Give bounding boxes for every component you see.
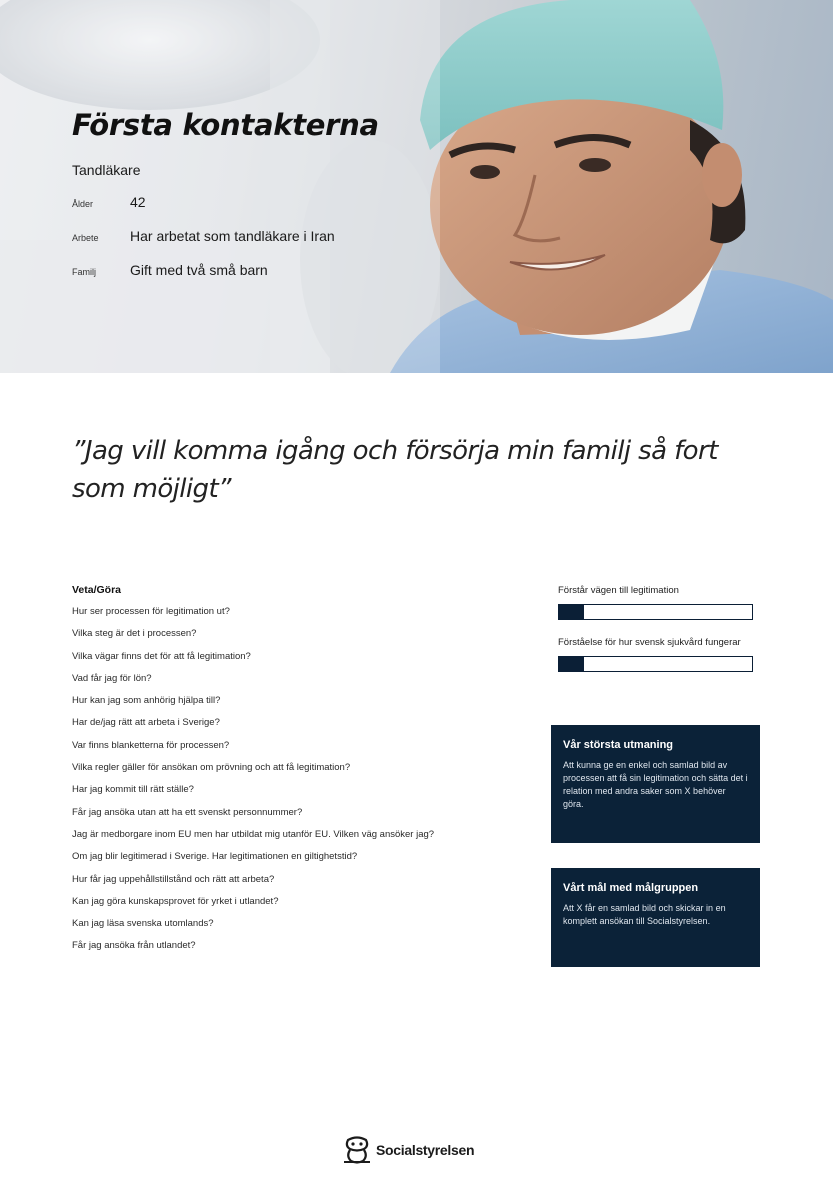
question-item: Hur får jag uppehållstillstånd och rätt att arbeta? (72, 873, 275, 885)
socialstyrelsen-logo (342, 1136, 474, 1164)
persona-role: Tandläkare (72, 162, 141, 178)
question-item: Vilka steg är det i processen? (72, 628, 197, 640)
question-item: Jag är medborgare inom EU men har utbildat mig utanför EU. Vilken väg ansöker jag? (72, 828, 435, 840)
challenge-card (551, 725, 760, 843)
question-item: Om jag blir legitimerad i Sverige. Har legitimationen en giltighetstid? (72, 851, 358, 863)
question-item: Har de/jag rätt att arbeta i Sverige? (72, 717, 220, 729)
card-title: Vår största utmaning (563, 739, 674, 751)
card-body: Att kunna ge en enkel och samlad bild av processen att få sin legitimation och sätta det i relation med andra saker som X behöver göra. (563, 760, 748, 809)
meter-legitimation-path (558, 585, 778, 620)
question-item: Vad får jag för lön? (72, 672, 152, 684)
question-item: Kan jag göra kunskapsprovet för yrket i utlandet? (72, 895, 279, 907)
meter-bar (558, 656, 753, 672)
card-body: Att X får en samlad bild och skickar in en komplett ansökan till Socialstyrelsen. (563, 903, 726, 926)
question-item: Hur kan jag som anhörig hjälpa till? (72, 695, 221, 707)
fact-row (72, 228, 412, 262)
meter-bar (558, 604, 753, 620)
questions-section (72, 584, 512, 963)
goal-card (551, 868, 760, 967)
persona-facts (72, 194, 412, 296)
meter-label: Förstår vägen till legitimation (558, 585, 679, 596)
fact-row (72, 262, 412, 296)
questions-heading: Veta/Göra (72, 584, 122, 596)
fact-value: Gift med två små barn (130, 262, 268, 278)
page-title: Första kontakterna (72, 108, 379, 142)
persona-header (72, 108, 412, 296)
fact-row (72, 194, 412, 228)
fact-value: 42 (130, 194, 146, 210)
question-item: Vilka regler gäller för ansökan om prövning och att få legitimation? (72, 762, 351, 774)
logo-text: Socialstyrelsen (376, 1142, 475, 1158)
questions-list (72, 606, 512, 963)
fact-label: Ålder (72, 199, 94, 209)
question-item: Var finns blanketterna för processen? (72, 739, 230, 751)
meter-healthcare-understanding (558, 637, 778, 672)
fact-label: Familj (72, 267, 96, 277)
question-item: Vilka vägar finns det för att få legitimation? (72, 650, 251, 662)
meter-fill (559, 605, 584, 619)
logo-emblem-icon (342, 1136, 372, 1164)
question-item: Kan jag läsa svenska utomlands? (72, 918, 214, 930)
persona-quote: ”Jag vill komma igång och försörja min familj så fort som möjligt” (72, 436, 718, 504)
question-item: Får jag ansöka från utlandet? (72, 940, 196, 952)
meter-label: Förståelse för hur svensk sjukvård fungerar (558, 637, 741, 648)
question-item: Har jag kommit till rätt ställe? (72, 784, 194, 796)
hero-banner (0, 0, 833, 373)
understanding-meters (558, 585, 778, 689)
fact-label: Arbete (72, 233, 99, 243)
card-title: Vårt mål med målgruppen (563, 882, 699, 894)
meter-fill (559, 657, 584, 671)
fact-value: Har arbetat som tandläkare i Iran (130, 228, 335, 244)
question-item: Hur ser processen för legitimation ut? (72, 606, 230, 617)
question-item: Får jag ansöka utan att ha ett svenskt personnummer? (72, 806, 303, 818)
